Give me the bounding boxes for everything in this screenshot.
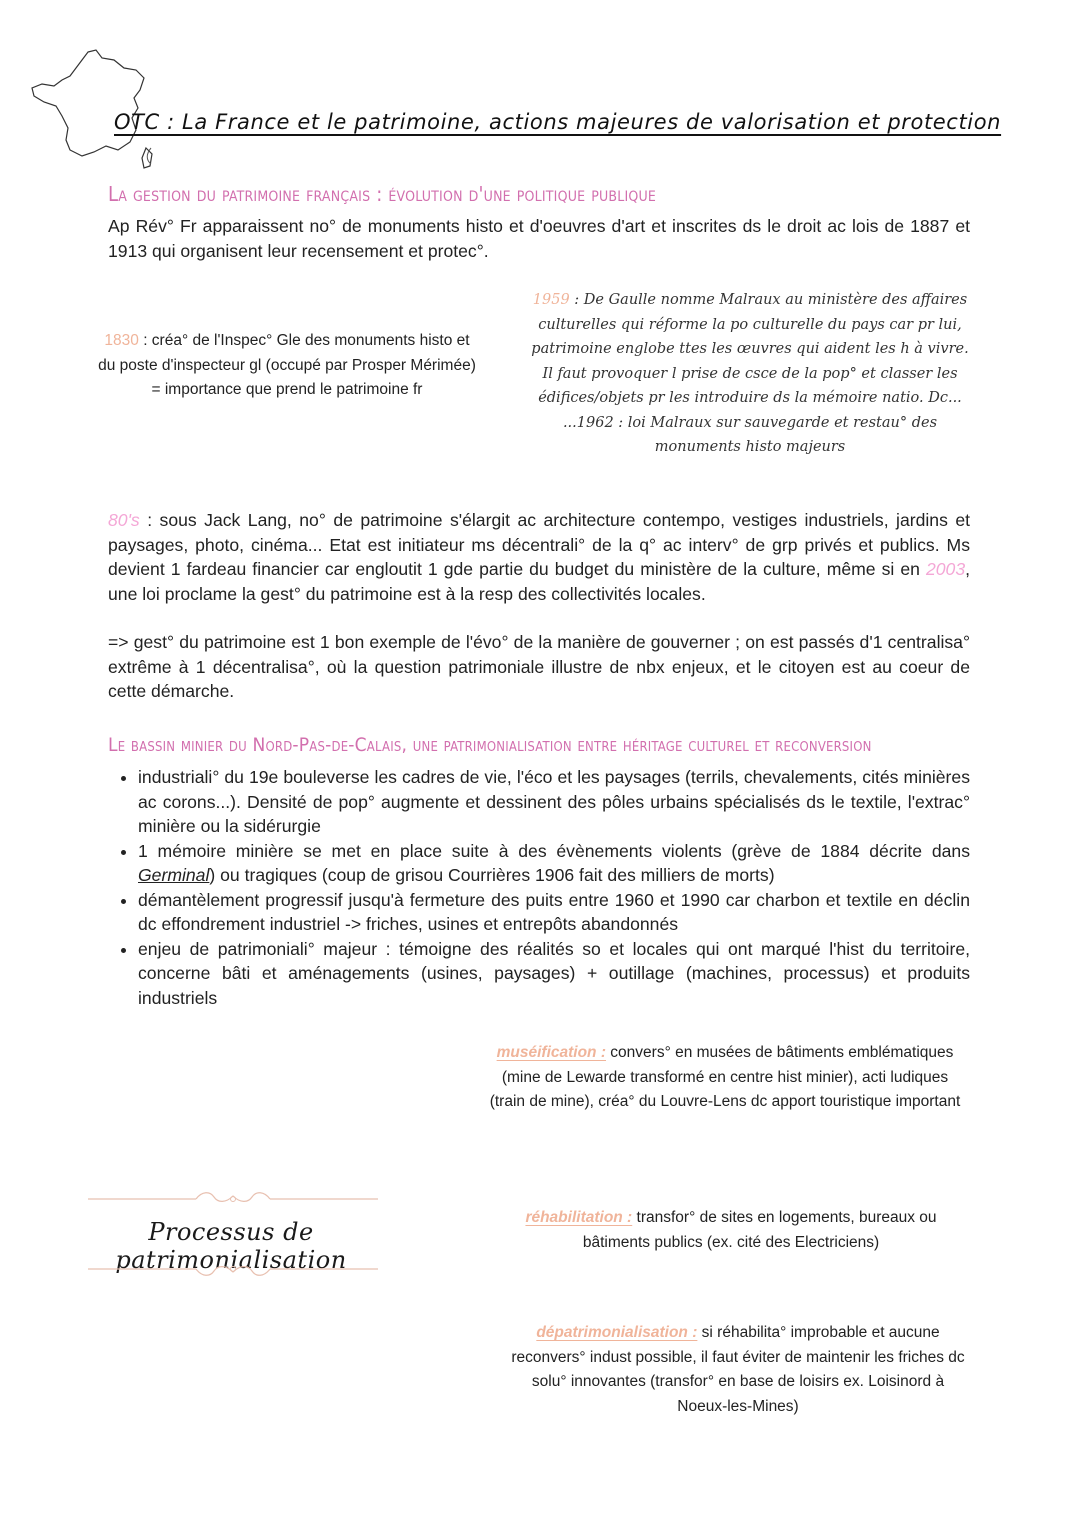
list-item-text: ) ou tragiques (coup de grisou Courrières 1906 fait des milliers de morts) xyxy=(209,865,775,885)
museification-term: muséification : xyxy=(496,1044,606,1061)
note-1959-text: : De Gaulle nomme Malraux au ministère des affaires culturelles qui réforme la po culturelle du pays car pr lui, patrimoine englobe ttes les œuvres qui aident les h à vivre. Il faut provoquer l prise de csce de la pop° et classer les édifices/objets pr les introduire ds la mémoire natio. Dc... ...1962 : loi Malraux sur sauvegarde et restau° des monuments histo majeurs xyxy=(531,292,969,455)
year-2003: 2003 xyxy=(925,559,966,579)
note-1959 xyxy=(524,288,976,460)
rehabilitation-text: transfor° de sites en logements, bureaux ou bâtiments publics (ex. cité des Electriciens) xyxy=(582,1209,937,1251)
section-heading-gestion: La gestion du patrimoine français : évolution d'une politique publique xyxy=(108,182,657,206)
note-1830-text: : créa° de l'Inspec° Gle des monuments histo et du poste d'inspecteur gl (occupé par Prosper Mérimée) = importance que prend le patrimoine fr xyxy=(98,332,476,398)
process-label: Processus de patrimonialisation xyxy=(115,1218,347,1274)
depatrimonialisation-text: si réhabilita° improbable et aucune reconvers° indust possible, il faut éviter de maintenir les friches dc solu° innovantes (transfor° en base de loisirs ex. Loisinord à Noeux-les-Mines) xyxy=(511,1324,965,1415)
intro-paragraph: Ap Rév° Fr apparaissent no° de monuments histo et d'oeuvres d'art et inscrites ds le droit ac lois de 1887 et 1913 qui organisent leur recensement et protec°. xyxy=(108,216,970,261)
note-1830 xyxy=(96,329,478,403)
list-item: • démantèlement progressif jusqu'à fermeture des puits entre 1960 et 1990 car charbon et textile en déclin dc effondrement industriel -> friches, usines et entrepôts abandonnés xyxy=(138,888,970,937)
depatrimonialisation-term: dépatrimonialisation : xyxy=(536,1324,698,1341)
germinal-title: Germinal xyxy=(138,865,210,885)
year-1830: 1830 xyxy=(104,332,139,349)
section-heading-bassin-minier: Le bassin minier du Nord-Pas-de-Calais, une patrimonialisation entre héritage culturel et reconversion xyxy=(108,734,872,756)
flourish-ornament-icon xyxy=(88,1188,378,1210)
depatrimonialisation-note xyxy=(508,1321,968,1419)
museification-text: convers° en musées de bâtiments emblématiques (mine de Lewarde transformé en centre hist minier), acti ludiques (train de mine), créa° du Louvre-Lens dc apport touristique important xyxy=(489,1044,961,1110)
museification-note xyxy=(486,1041,964,1115)
rehabilitation-term: réhabilitation : xyxy=(525,1209,633,1226)
year-1959: 1959 xyxy=(532,292,570,308)
bassin-minier-list xyxy=(108,765,970,1010)
paragraph-80s xyxy=(108,508,970,606)
year-80s: 80's xyxy=(108,510,140,530)
list-item-text: 1 mémoire minière se met en place suite à des évènements violents (grève de 1884 décrite dans xyxy=(138,840,970,861)
conclusion-paragraph: => gest° du patrimoine est 1 bon exemple de l'évo° de la manière de gouverner ; on est passés d'1 centralisa° extrême à 1 décentralisa°, où la question patrimoniale illustre de nbx enjeux, et le citoyen est au coeur de cette démarche. xyxy=(108,632,970,701)
underline-squiggle-icon xyxy=(144,146,158,166)
flourish-ornament-icon xyxy=(88,1258,378,1280)
paragraph-80s-text: : sous Jack Lang, no° de patrimoine s'élargit ac architecture contempo, vestiges industriels, jardins et paysages, photo, cinéma... Etat est initiateur ms décentrali° de la q° ac interv° de grp privés et publics. Ms devient 1 fardeau financier car engloutit 1 gde partie du budget du ministère de la culture, même si en xyxy=(108,510,970,579)
paragraph-80s-end: , une loi proclame la gest° du patrimoine est à la resp des collectivités locales. xyxy=(108,559,970,604)
rehabilitation-note xyxy=(500,1206,962,1255)
list-item xyxy=(138,839,970,888)
list-item: • enjeu de patrimoniali° majeur : témoigne des réalités so et locales qui ont marqué l'hist du territoire, concerne bâti et aménagements (usines, paysages) + outillage (machines, processus) et produits industriels xyxy=(138,937,970,1011)
page-title: OTC : La France et le patrimoine, actions majeures de valorisation et protection xyxy=(114,110,1002,134)
list-item: • industriali° du 19e bouleverse les cadres de vie, l'éco et les paysages (terrils, chevalements, cités minières ac corons...). Densité de pop° augmente et dessinent des pôles urbains spécialisés ds le textile, l'extrac° minière ou la sidérurgie xyxy=(138,765,970,839)
